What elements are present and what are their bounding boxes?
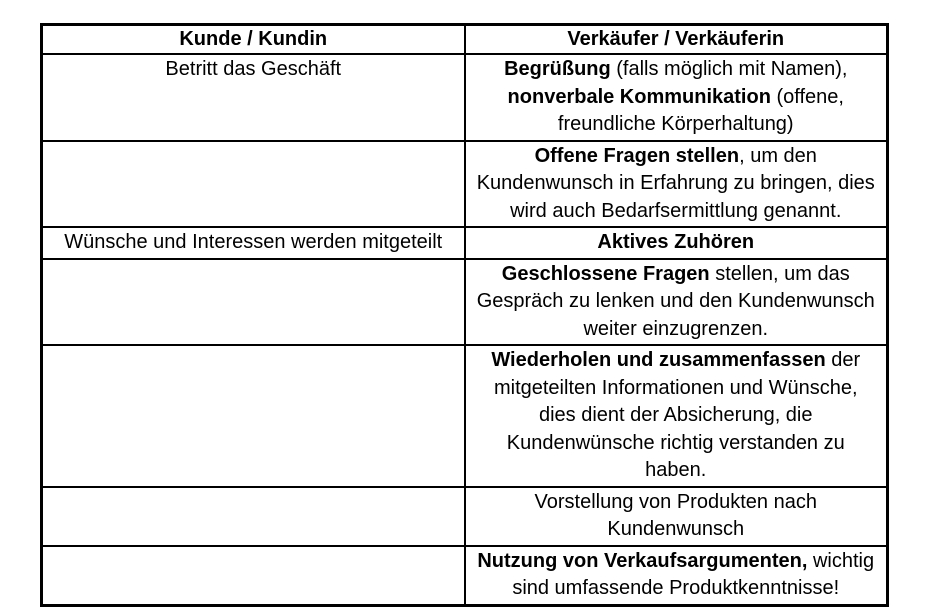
text-segment: Geschlossene Fragen: [501, 262, 710, 285]
text-segment: Nutzung von Verkaufsargumenten,: [477, 549, 808, 572]
verkaeufer-cell: [465, 546, 888, 606]
table-row: [42, 141, 888, 228]
verkaeufer-header-cell: Verkäufer / Verkäuferin: [465, 25, 888, 55]
text-segment: Wiederholen und zusammenfassen: [491, 349, 826, 371]
table-row: [42, 487, 888, 546]
text-segment: Offene Fragen stellen: [534, 144, 740, 167]
kunde-cell-empty: [42, 487, 465, 546]
table-row: [42, 546, 888, 606]
verkaeufer-cell: [465, 259, 888, 346]
verkaeufer-cell: [465, 54, 888, 141]
table-row: [42, 345, 888, 487]
text-segment: Aktives Zuhören: [597, 231, 755, 253]
text-segment: (offene, freundliche Körperhaltung): [557, 85, 844, 135]
header-row: [42, 25, 888, 55]
text-segment: Vorstellung von Produkten nach Kundenwunsch: [534, 490, 817, 540]
text-segment: Betritt das Geschäft: [165, 58, 342, 80]
kunde-cell-empty: [42, 141, 465, 228]
text-segment: stellen, um das Gespräch zu lenken und den Kundenwunsch weiter einzugrenzen.: [476, 262, 875, 340]
kunde-cell-empty: [42, 546, 465, 606]
text-segment: Begrüßung: [504, 58, 611, 80]
text-segment: (falls möglich mit Namen),: [610, 58, 848, 80]
kunde-cell: [42, 227, 465, 259]
verkaeufer-cell: [465, 345, 888, 487]
text-segment: , um den Kundenwunsch in Erfahrung zu bringen, dies wird auch Bedarfsermittlung genannt.: [476, 144, 875, 222]
table-row: [42, 54, 888, 141]
verkaeufer-cell: [465, 227, 888, 259]
table-row: [42, 227, 888, 259]
kunde-header-cell: Kunde / Kundin: [42, 25, 465, 55]
sales-conversation-table: [40, 23, 889, 607]
kunde-cell: [42, 54, 465, 141]
text-segment: Wünsche und Interessen werden mitgeteilt: [64, 231, 443, 253]
table-row: [42, 259, 888, 346]
text-segment: wichtig sind umfassende Produktkenntnisse!: [512, 549, 875, 599]
verkaeufer-cell: [465, 141, 888, 228]
kunde-cell-empty: [42, 345, 465, 487]
text-segment: nonverbale Kommunikation: [507, 85, 771, 108]
text-segment: der mitgeteilten Informationen und Wünsche, dies dient der Absicherung, die Kundenwünsche richtig verstanden zu haben.: [493, 349, 861, 481]
document-page: [40, 23, 889, 607]
kunde-cell-empty: [42, 259, 465, 346]
verkaeufer-cell: [465, 487, 888, 546]
